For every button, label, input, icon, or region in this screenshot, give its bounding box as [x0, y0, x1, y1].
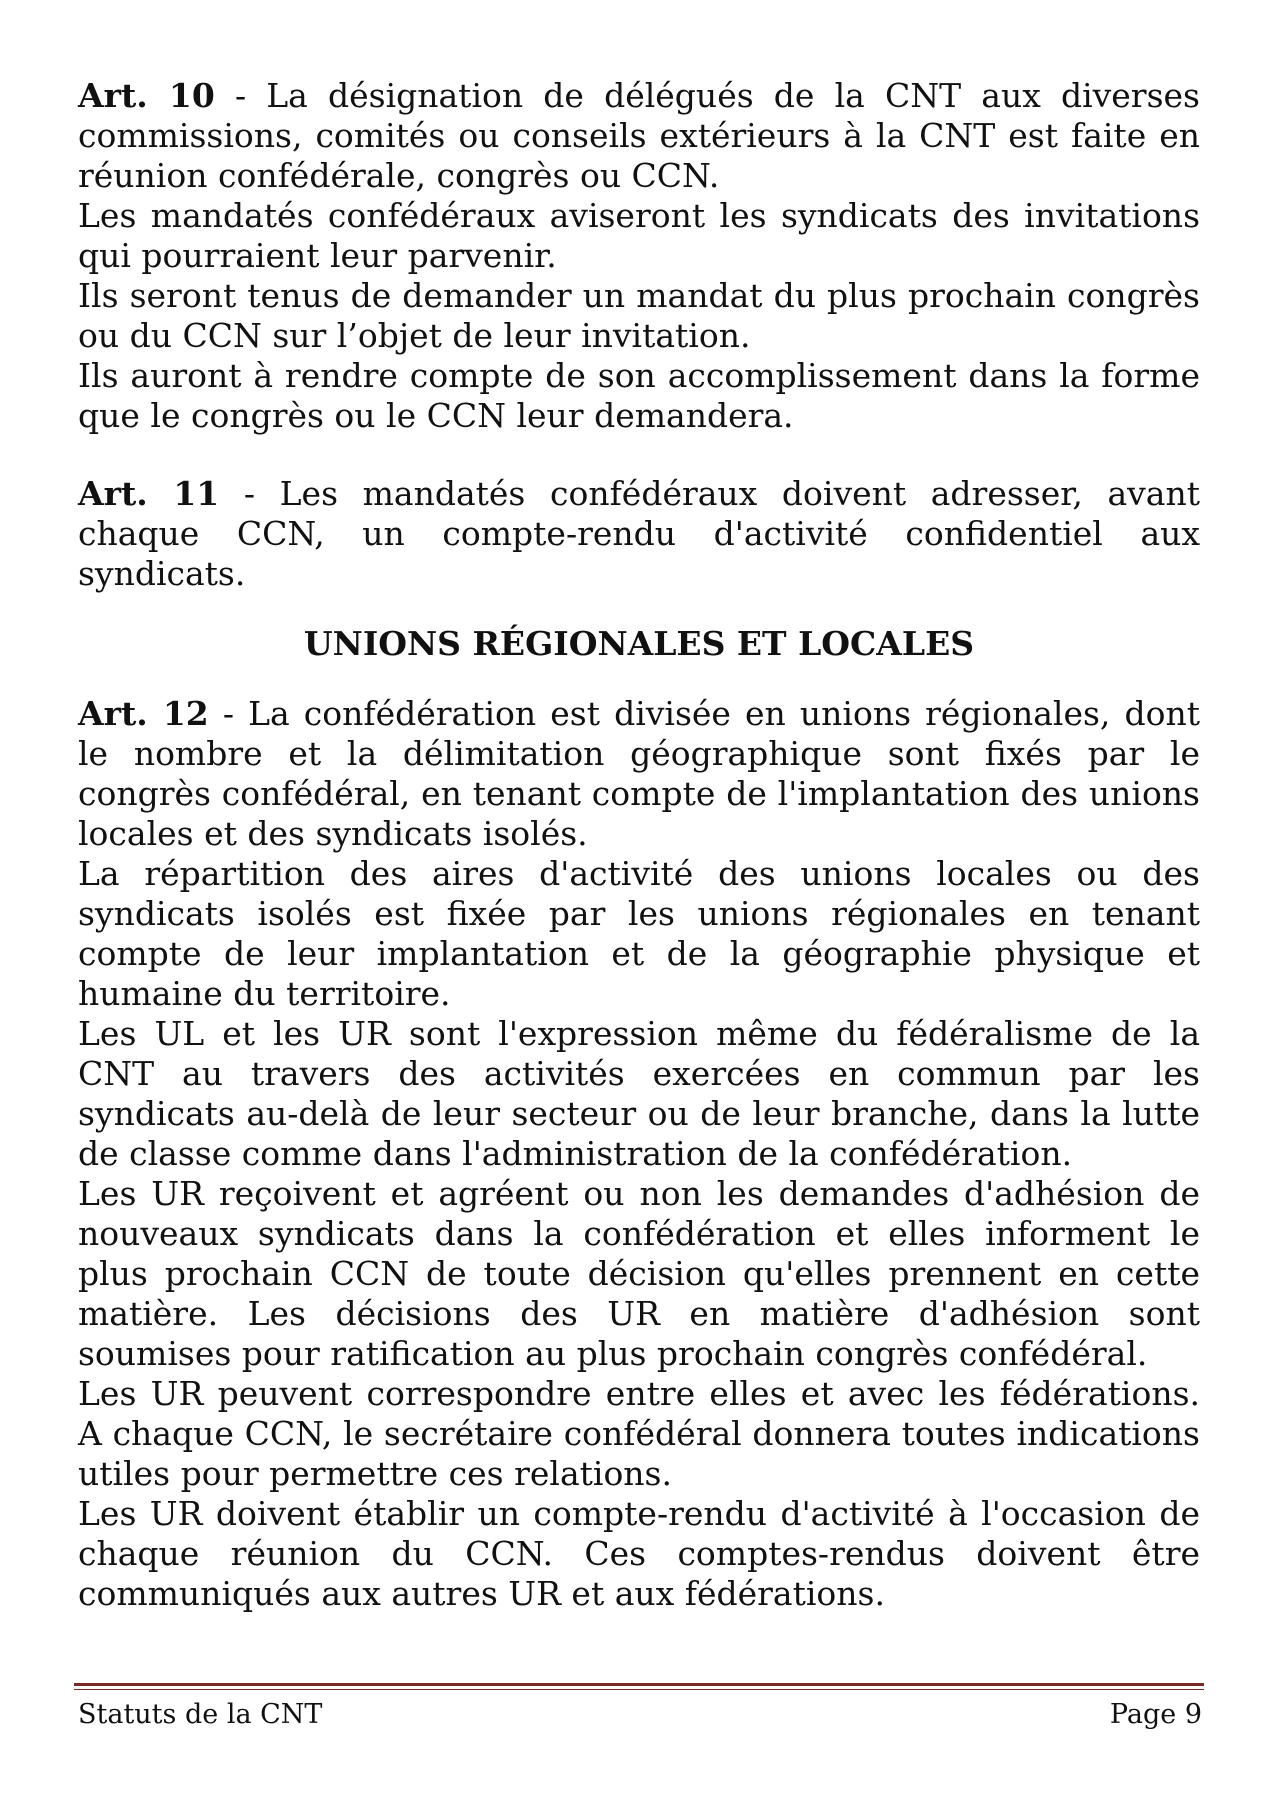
page-footer	[78, 1698, 1202, 1732]
footer-page-number: Page 9	[1109, 1699, 1202, 1730]
section-heading: UNIONS RÉGIONALES ET LOCALES	[303, 624, 975, 663]
article-11-text: - Les mandatés confédéraux doivent adresser, avant chaque CCN, un compte-rendu d'activité confidentiel aux syndicats.	[78, 474, 1200, 593]
article-10-paragraph-3: Ils seront tenus de demander un mandat du plus prochain congrès ou du CCN sur l’objet de leur invitation.	[78, 276, 1200, 355]
footer-divider	[74, 1683, 1204, 1690]
article-12-paragraph-2: La répartition des aires d'activité des unions locales ou des syndicats isolés est fixée par les unions régionales en tenant compte de leur implantation et de la géographie physique et humaine du territoire.	[78, 854, 1200, 1013]
spacer	[78, 664, 1200, 694]
article-12-paragraph-1	[78, 694, 1200, 854]
article-12-text-1: - La confédération est divisée en unions régionales, dont le nombre et la délimitation géographique sont fixés par le congrès confédéral, en tenant compte de l'implantation des unions locales et des syndicats isolés.	[78, 694, 1200, 853]
document-body	[78, 76, 1200, 1614]
spacer	[78, 594, 1200, 624]
article-11-paragraph	[78, 474, 1200, 594]
article-10-paragraph-1	[78, 76, 1200, 196]
footer-document-title: Statuts de la CNT	[78, 1699, 323, 1730]
article-10-label: Art. 10	[78, 76, 215, 115]
article-10-paragraph-2: Les mandatés confédéraux aviseront les syndicats des invitations qui pourraient leur parvenir.	[78, 196, 1200, 275]
article-12-paragraph-5: Les UR peuvent correspondre entre elles et avec les fédérations. A chaque CCN, le secrétaire confédéral donnera toutes indications utiles pour permettre ces relations.	[78, 1374, 1200, 1493]
spacer	[78, 436, 1200, 474]
article-11-label: Art. 11	[78, 474, 220, 513]
article-12-paragraph-4: Les UR reçoivent et agréent ou non les demandes d'adhésion de nouveaux syndicats dans la confédération et elles informent le plus prochain CCN de toute décision qu'elles prennent en cette matière. Les décisions des UR en matière d'adhésion sont soumises pour ratification au plus prochain congrès confédéral.	[78, 1174, 1200, 1373]
article-10-paragraph-4: Ils auront à rendre compte de son accomplissement dans la forme que le congrès ou le CCN leur demandera.	[78, 356, 1200, 435]
article-10-text-1: - La désignation de délégués de la CNT aux diverses commissions, comités ou conseils extérieurs à la CNT est faite en réunion confédérale, congrès ou CCN.	[78, 76, 1200, 195]
article-12-label: Art. 12	[78, 694, 209, 733]
article-12-paragraph-3: Les UL et les UR sont l'expression même du fédéralisme de la CNT au travers des activités exercées en commun par les syndicats au-delà de leur secteur ou de leur branche, dans la lutte de classe comme dans l'administration de la confédération.	[78, 1014, 1200, 1173]
article-12-paragraph-6: Les UR doivent établir un compte-rendu d'activité à l'occasion de chaque réunion du CCN. Ces comptes-rendus doivent être communiqués aux autres UR et aux fédérations.	[78, 1494, 1200, 1613]
